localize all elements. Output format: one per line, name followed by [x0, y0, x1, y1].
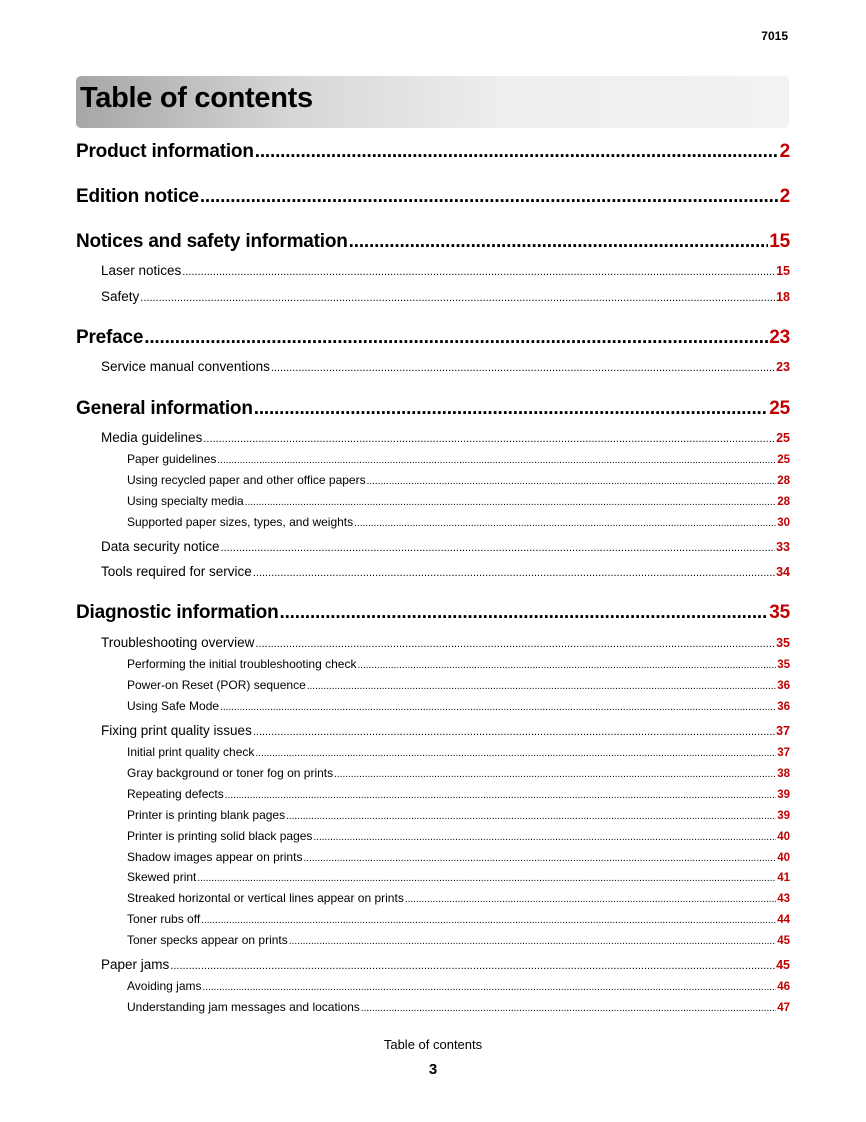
toc-entry-paper-jams[interactable] — [101, 957, 790, 972]
toc-entry-page: 33 — [776, 540, 790, 554]
toc-entry-streaked-lines[interactable] — [127, 891, 790, 905]
toc-entry-label: Tools required for service — [101, 564, 252, 579]
toc-entry-toner-rubs-off[interactable] — [127, 912, 790, 926]
dot-leader — [254, 398, 769, 420]
dot-leader — [202, 982, 776, 993]
toc-entry-page: 36 — [777, 680, 790, 692]
toc-entry-page: 41 — [777, 872, 790, 884]
toc-entry-page: 40 — [777, 852, 790, 864]
toc-entry-label: Safety — [101, 289, 140, 304]
toc-entry-page: 40 — [777, 831, 790, 843]
toc-entry-page: 37 — [777, 747, 790, 759]
toc-entry-preface[interactable] — [76, 327, 790, 349]
dot-leader — [255, 748, 776, 759]
toc-entry-solid-black-pages[interactable] — [127, 829, 790, 843]
toc-entry-data-security-notice[interactable] — [101, 539, 790, 554]
toc-entry-label: Printer is printing solid black pages — [127, 829, 313, 843]
toc-entry-shadow-images[interactable] — [127, 850, 790, 864]
dot-leader — [217, 455, 776, 466]
toc-entry-page: 47 — [777, 1002, 790, 1014]
toc-entry-page: 39 — [777, 789, 790, 801]
dot-leader — [221, 542, 776, 554]
dot-leader — [286, 811, 776, 822]
toc-entry-label: Toner rubs off — [127, 912, 201, 926]
toc-entry-label: Notices and safety information — [76, 231, 348, 252]
toc-entry-page: 45 — [776, 958, 790, 972]
toc-entry-page: 23 — [776, 360, 790, 374]
toc-entry-safe-mode[interactable] — [127, 699, 790, 713]
toc-title: Table of contents — [80, 82, 313, 114]
toc-entry-label: Supported paper sizes, types, and weights — [127, 515, 354, 529]
toc-entry-page: 23 — [769, 327, 790, 348]
toc-entry-page: 15 — [769, 231, 790, 252]
toc-entry-page: 30 — [777, 517, 790, 529]
toc-entry-specialty-media[interactable] — [127, 494, 790, 508]
toc-entry-label: Repeating defects — [127, 787, 224, 801]
toc-entry-label: Avoiding jams — [127, 979, 202, 993]
dot-leader — [182, 266, 775, 278]
toc-entry-page: 46 — [777, 981, 790, 993]
dot-leader — [220, 702, 776, 713]
toc-entry-label: Understanding jam messages and locations — [127, 1000, 360, 1014]
toc-entry-supported-paper-sizes[interactable] — [127, 515, 790, 529]
toc-entry-page: 2 — [779, 186, 790, 207]
toc-entry-skewed-print[interactable] — [127, 870, 790, 884]
toc-entry-page: 38 — [777, 768, 790, 780]
document-code: 7015 — [761, 29, 788, 43]
dot-leader — [170, 960, 775, 972]
toc-entry-page: 34 — [776, 565, 790, 579]
toc-entry-paper-guidelines[interactable] — [127, 452, 790, 466]
dot-leader — [361, 1003, 776, 1014]
toc-entry-diagnostic-information[interactable] — [76, 602, 790, 624]
toc-entry-page: 2 — [779, 141, 790, 162]
dot-leader — [271, 362, 775, 374]
toc-entry-label: Paper guidelines — [127, 452, 217, 466]
dot-leader — [280, 602, 769, 624]
toc-entry-label: Diagnostic information — [76, 602, 279, 623]
toc-entry-page: 36 — [777, 701, 790, 713]
toc-entry-tools-required[interactable] — [101, 564, 790, 579]
toc-entry-avoiding-jams[interactable] — [127, 979, 790, 993]
dot-leader — [225, 790, 776, 801]
toc-entry-label: Laser notices — [101, 263, 182, 278]
dot-leader — [144, 327, 768, 349]
table-of-contents — [76, 0, 790, 1122]
toc-entry-page: 18 — [776, 290, 790, 304]
dot-leader — [203, 433, 775, 445]
toc-entry-label: Using specialty media — [127, 494, 244, 508]
toc-entry-product-information[interactable] — [76, 141, 790, 163]
toc-entry-label: Using recycled paper and other office papers — [127, 473, 366, 487]
dot-leader — [307, 681, 776, 692]
toc-entry-page: 37 — [776, 724, 790, 738]
toc-entry-label: Initial print quality check — [127, 745, 255, 759]
toc-entry-print-quality-issues[interactable] — [101, 723, 790, 738]
toc-entry-page: 39 — [777, 810, 790, 822]
toc-entry-edition-notice[interactable] — [76, 186, 790, 208]
dot-leader — [253, 726, 775, 738]
toc-entry-page: 44 — [777, 914, 790, 926]
toc-entry-blank-pages[interactable] — [127, 808, 790, 822]
toc-entry-safety[interactable] — [101, 289, 790, 304]
dot-leader — [357, 660, 776, 671]
dot-leader — [197, 873, 776, 884]
toc-entry-label: Streaked horizontal or vertical lines appear on prints — [127, 891, 404, 905]
dot-leader — [201, 915, 776, 926]
toc-entry-label: Fixing print quality issues — [101, 723, 252, 738]
dot-leader — [367, 476, 777, 487]
dot-leader — [289, 936, 776, 947]
toc-entry-label: Gray background or toner fog on prints — [127, 766, 334, 780]
toc-entry-troubleshooting-overview[interactable] — [101, 635, 790, 650]
toc-entry-notices-safety[interactable] — [76, 231, 790, 253]
toc-entry-page: 28 — [777, 496, 790, 508]
toc-entry-laser-notices[interactable] — [101, 263, 790, 278]
toc-entry-label: Printer is printing blank pages — [127, 808, 286, 822]
toc-entry-initial-print-quality-check[interactable] — [127, 745, 790, 759]
toc-entry-label: Data security notice — [101, 539, 220, 554]
footer-page-number: 3 — [428, 1061, 438, 1078]
toc-entry-label: Service manual conventions — [101, 359, 270, 374]
toc-entry-service-manual-conventions[interactable] — [101, 359, 790, 374]
toc-entry-label: Media guidelines — [101, 430, 203, 445]
toc-entry-page: 25 — [777, 454, 790, 466]
dot-leader — [255, 141, 779, 163]
toc-entry-initial-troubleshooting-check[interactable] — [127, 657, 790, 671]
toc-entry-page: 45 — [777, 935, 790, 947]
toc-entry-page: 25 — [776, 431, 790, 445]
dot-leader — [405, 894, 776, 905]
toc-entry-label: Preface — [76, 327, 144, 348]
toc-entry-toner-specks[interactable] — [127, 933, 790, 947]
toc-entry-page: 35 — [769, 602, 790, 623]
toc-entry-label: Performing the initial troubleshooting check — [127, 657, 357, 671]
toc-entry-label: Product information — [76, 141, 254, 162]
toc-entry-recycled-paper[interactable] — [127, 473, 790, 487]
footer-section-title: Table of contents — [383, 1037, 483, 1052]
toc-entry-general-information[interactable] — [76, 398, 790, 420]
toc-entry-label: General information — [76, 398, 253, 419]
toc-entry-page: 15 — [776, 264, 790, 278]
dot-leader — [354, 518, 776, 529]
toc-entry-por-sequence[interactable] — [127, 678, 790, 692]
toc-entry-page: 25 — [769, 398, 790, 419]
toc-entry-label: Using Safe Mode — [127, 699, 220, 713]
toc-entry-label: Edition notice — [76, 186, 199, 207]
toc-entry-label: Toner specks appear on prints — [127, 933, 288, 947]
toc-entry-label: Paper jams — [101, 957, 170, 972]
toc-entry-media-guidelines[interactable] — [101, 430, 790, 445]
dot-leader — [303, 853, 776, 864]
toc-entry-gray-background[interactable] — [127, 766, 790, 780]
toc-entry-jam-messages[interactable] — [127, 1000, 790, 1014]
dot-leader — [200, 186, 779, 208]
toc-entry-label: Power-on Reset (POR) sequence — [127, 678, 306, 692]
dot-leader — [245, 497, 776, 508]
dot-leader — [313, 832, 776, 843]
toc-entry-label: Skewed print — [127, 870, 197, 884]
toc-entry-page: 43 — [777, 893, 790, 905]
dot-leader — [253, 567, 775, 579]
dot-leader — [140, 292, 775, 304]
toc-entry-label: Troubleshooting overview — [101, 635, 255, 650]
dot-leader — [349, 231, 769, 253]
dot-leader — [255, 638, 775, 650]
toc-entry-page: 28 — [777, 475, 790, 487]
toc-entry-page: 35 — [776, 636, 790, 650]
toc-entry-page: 35 — [777, 659, 790, 671]
toc-entry-label: Shadow images appear on prints — [127, 850, 303, 864]
toc-entry-repeating-defects[interactable] — [127, 787, 790, 801]
dot-leader — [334, 769, 776, 780]
